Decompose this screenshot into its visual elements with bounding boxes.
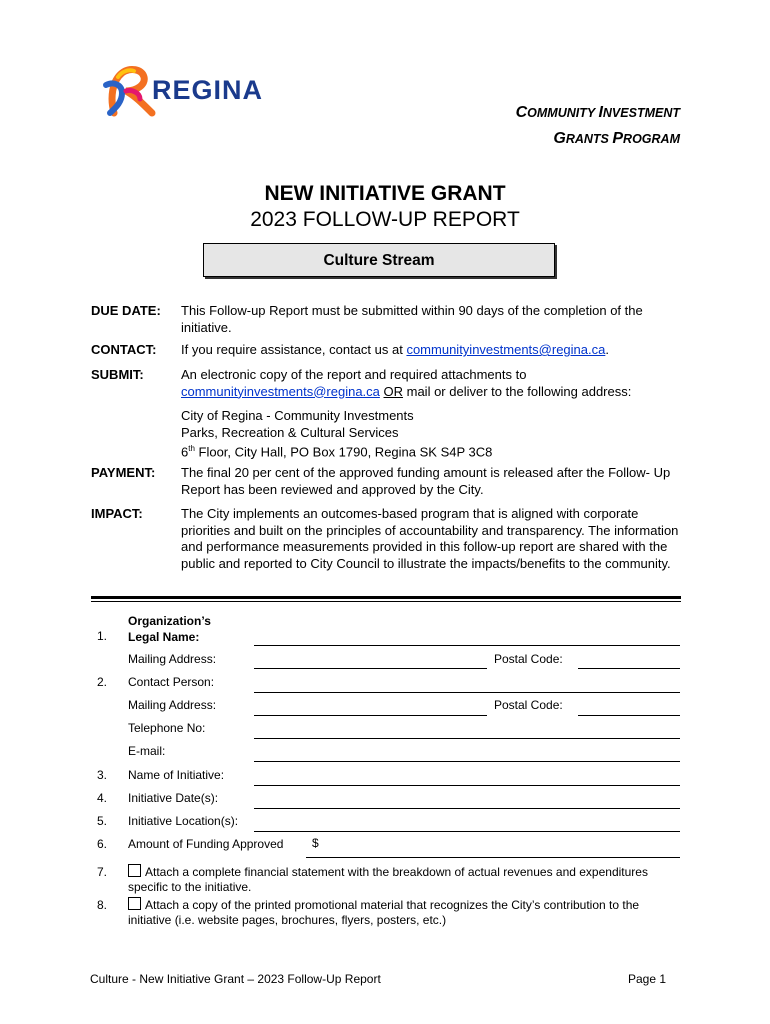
- contact-email-link[interactable]: communityinvestments@regina.ca: [406, 342, 606, 357]
- due-date-label: DUE DATE:: [91, 303, 161, 318]
- mailing-address-label-2: Mailing Address:: [128, 698, 217, 712]
- due-date-text: This Follow-up Report must be submitted within 90 days of the completion of the initiative.: [181, 303, 643, 335]
- contact-person-field[interactable]: [254, 692, 680, 693]
- initiative-name-field[interactable]: [254, 785, 680, 786]
- contact-person-label: Contact Person:: [128, 675, 215, 689]
- postal-code-label-2: Postal Code:: [494, 698, 563, 712]
- funding-approved-field[interactable]: [306, 857, 680, 858]
- telephone-label: Telephone No:: [128, 721, 206, 735]
- initiative-dates-field[interactable]: [254, 808, 680, 809]
- submit-label: SUBMIT:: [91, 367, 144, 382]
- document-title: NEW INITIATIVE GRANT: [264, 182, 506, 205]
- impact-label: IMPACT:: [91, 506, 143, 521]
- submit-email-link[interactable]: communityinvestments@regina.ca: [181, 383, 380, 399]
- mailing-address-field-1[interactable]: [254, 668, 487, 669]
- page-number: Page 1: [628, 972, 667, 986]
- footer-title: Culture - New Initiative Grant – 2023 Follow-Up Report: [90, 972, 381, 986]
- program-heading: COMMUNITY INVESTMENT GRANTS PROGRAM: [515, 104, 680, 147]
- item-number-2: 2.: [97, 675, 108, 689]
- funding-approved-label: Amount of Funding Approved: [128, 837, 284, 851]
- org-name-label: Organization’s Legal Name:: [128, 614, 211, 644]
- postal-code-field-2[interactable]: [578, 715, 680, 716]
- financial-statement-checkbox[interactable]: [128, 864, 141, 877]
- item-number-6: 6.: [97, 837, 108, 851]
- telephone-field[interactable]: [254, 738, 680, 739]
- item-8-text: Attach a copy of the printed promotional material that recognizes the City’s contribution to the initiative (i.e. website pages, brochures, flyers, posters, etc.): [128, 898, 640, 927]
- payment-text: The final 20 per cent of the approved funding amount is released after the Follow- Up Report has been reviewed and approved by the City.: [181, 465, 671, 497]
- section-divider-thin: [91, 601, 681, 602]
- email-label: E-mail:: [128, 744, 166, 758]
- initiative-name-label: Name of Initiative:: [128, 768, 225, 782]
- dollar-sign: $: [312, 836, 319, 850]
- mailing-address-field-2[interactable]: [254, 715, 487, 716]
- section-divider: [91, 596, 681, 599]
- document-subtitle: 2023 FOLLOW-UP REPORT: [250, 208, 520, 231]
- logo-wordmark: REGINA: [152, 75, 264, 105]
- initiative-dates-label: Initiative Date(s):: [128, 791, 219, 805]
- submit-text: An electronic copy of the report and required attachments to communityinvestments@regina.ca OR mail or deliver to the following address:: [181, 367, 632, 399]
- payment-label: PAYMENT:: [91, 465, 156, 480]
- mailing-address-label-1: Mailing Address:: [128, 652, 217, 666]
- email-field[interactable]: [254, 761, 680, 762]
- initiative-locations-field[interactable]: [254, 831, 680, 832]
- impact-text: The City implements an outcomes-based program that is aligned with corporate priorities and built on the principles of accountability and transparency. The information and performance measurements provided in this follow-up report are shared with the public and reported to City Council to illustrate the impacts/benefits to the community.: [181, 506, 679, 571]
- item-number-5: 5.: [97, 814, 108, 828]
- postal-code-field-1[interactable]: [578, 668, 680, 669]
- regina-r-icon: [100, 63, 160, 118]
- initiative-locations-label: Initiative Location(s):: [128, 814, 239, 828]
- item-number-3: 3.: [97, 768, 108, 782]
- item-number-1: 1.: [97, 629, 108, 643]
- item-number-7: 7.: [97, 865, 108, 879]
- mailing-address: City of Regina - Community Investments Parks, Recreation & Cultural Services 6th Floor, City Hall, PO Box 1790, Regina SK S4P 3C8: [181, 408, 493, 460]
- item-number-8: 8.: [97, 898, 108, 912]
- postal-code-label-1: Postal Code:: [494, 652, 563, 666]
- org-name-field[interactable]: [254, 645, 680, 646]
- contact-label: CONTACT:: [91, 342, 157, 357]
- promotional-material-checkbox[interactable]: [128, 897, 141, 910]
- item-7-text: Attach a complete financial statement with the breakdown of actual revenues and expenditures specific to the initiative.: [128, 865, 648, 894]
- stream-box: Culture Stream: [203, 243, 555, 277]
- item-number-4: 4.: [97, 791, 108, 805]
- contact-text: If you require assistance, contact us at communityinvestments@regina.ca.: [181, 342, 609, 357]
